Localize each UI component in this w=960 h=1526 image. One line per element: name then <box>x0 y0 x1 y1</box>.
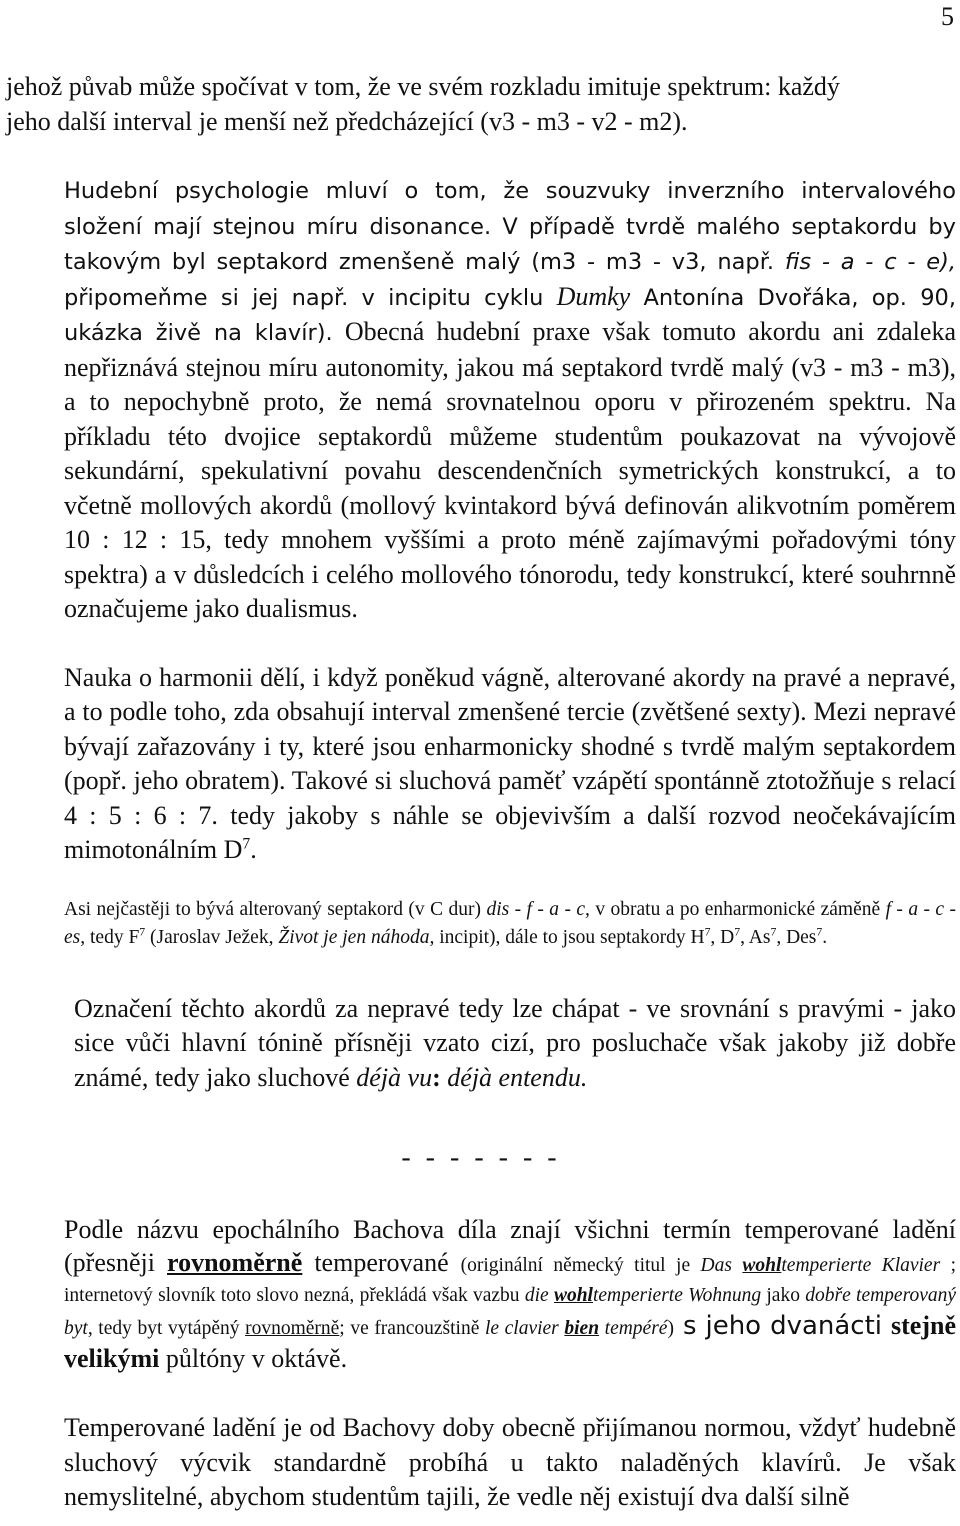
p4-a: Asi nejčastěji to bývá alterovaný septakord (v C dur) <box>64 898 487 920</box>
paragraph-6 <box>6 1215 956 1377</box>
p5-a: Označení těchto akordů za nepravé tedy lze chápat - ve srovnání s pravými - jako sice vůči hlavní tónině přísněji vzato cizí, pro posluchače však jakoby již dobře známé, tedy jako sluchové <box>74 993 956 1092</box>
p6-a: Podle názvu epochálního Bachova díla znají všichni termín temperované ladění (přesněji <box>64 1215 956 1277</box>
p6-rovnomerne: rovnoměrně <box>167 1248 303 1277</box>
p3-text: Nauka o harmonii dělí, i když poněkud vágně, alterované akordy na pravé a nepravé, a to podle toho, zda obsahují interval zmenšené tercie (zvětšené sexty). Mezi nepravé bývají zařazovány i ty, které jsou enharmonicky shodné s tvrdě malým septakordem (popř. jeho obratem). Takové si sluchová paměť vzápětí spontánně ztotožňuje s relací 4 : 5 : 6 : 7. tedy jakoby s náhle se objevivším a další rozvod neočekávajícím mimotonálním D <box>64 662 956 864</box>
p3-end: . <box>250 835 257 864</box>
paragraph-5 <box>6 992 956 1096</box>
p6-l: jako <box>761 1285 806 1306</box>
p4-e-sup: 7 <box>139 925 146 938</box>
p3-sup: 7 <box>242 835 251 853</box>
paragraph-3 <box>6 661 956 868</box>
p6-stejne-velikymi: stejně velikými <box>64 1311 956 1373</box>
p4-i-sup: 7 <box>734 925 741 938</box>
p6-t: ) <box>667 1318 674 1339</box>
p4-i: , D <box>710 926 735 948</box>
p6-s: tempéré <box>599 1318 668 1339</box>
p6-n: , tedy byt vytápěný <box>87 1318 246 1339</box>
p6-o: rovnoměrně <box>245 1318 340 1339</box>
paragraph-1 <box>6 70 956 139</box>
p2-chord-fis: fis - a - c - e), <box>784 249 956 275</box>
p5-deja-entendu: déjà entendu. <box>440 1062 588 1092</box>
p6-wohl-1: wohl <box>742 1255 782 1276</box>
paragraph-1-line-1: jehož půvab může spočívat v tom, že ve svém rozkladu imituje spektrum: každý <box>6 72 840 101</box>
p6-h: ; internetový slovník toto slovo nezná, překládá však vazbu <box>64 1255 957 1306</box>
p6-m: dobře temperovaný byt <box>64 1285 957 1339</box>
p4-k-sup: 7 <box>816 925 823 938</box>
p2-dumky: Dumky <box>556 281 631 311</box>
p6-p: ; ve francouzštině <box>339 1318 485 1339</box>
p4-e: tedy F <box>85 926 140 948</box>
paragraph-2 <box>6 173 956 627</box>
p2-text-f: Obecná hudební praxe však tomuto akordu ani zdaleka nepřiznává stejnou míru autonomity, jakou má septakord tvrdě malý (v3 - m3 - m3), a to nepochybně proto, že nemá srovnatelnou oporu v přirozeném spektru. Na příkladu této dvojice septakordů můžeme studentům poukazovat na vývojově sekundární, spekulativní povahu descendenčních symetrických konstrukcí, a to včetně mollových akordů (mollový kvintakord bývá definován alikvotním poměrem 10 : 12 : 15, tedy mnohem vyššími a proto méně zajímavými pořadovými tóny spektra) a v důsledcích i celého mollového tónorodu, tedy konstrukcí, které souhrnně označujeme jako dualismus. <box>64 317 956 623</box>
p5-colon: : <box>432 1062 441 1092</box>
paragraph-7 <box>6 1411 956 1515</box>
p4-l: . <box>822 926 828 948</box>
document-body <box>6 70 956 1515</box>
p5-deja-vu: déjà vu <box>356 1062 433 1092</box>
p6-q: le clavier <box>484 1318 565 1339</box>
p4-b: dis - f - a - c, <box>486 898 590 920</box>
paragraph-4 <box>6 896 956 952</box>
p4-g: Život je jen náhoda, <box>278 926 435 948</box>
section-separator: - - - - - - - <box>401 1142 561 1173</box>
p2-text-a: Hudební psychologie mluví o tom, že souzvuky inverzního intervalového složení mají stejnou míru disonance. V případě tvrdě malého septakordu by takovým byl septakord zmenšeně malý (m3 - m3 - v3, např. <box>64 178 956 275</box>
p4-f: (Jaroslav Ježek, <box>145 926 279 948</box>
p6-d: (originální německý titul je <box>460 1255 701 1276</box>
p6-c: temperované <box>302 1248 461 1277</box>
p7-text: Temperované ladění je od Bachovy doby obecně přijímanou normou, vždyť hudebně sluchový výcvik standardně probíhá u takto naladěných klavírů. Je však nemyslitelné, abychom studentům tajili, že vedle něj existují dva další silně <box>64 1413 956 1511</box>
p6-i: die <box>524 1285 554 1306</box>
p2-text-c: připomeňme si jej např. v incipitu cyklu <box>64 284 557 311</box>
page-number: 5 <box>941 2 954 31</box>
p6-g: temperierte Klavier <box>781 1255 941 1276</box>
p4-d: f - a - c - es, <box>64 898 956 948</box>
p6-e: Das <box>700 1255 743 1276</box>
p6-wohl-2: wohl <box>553 1285 593 1306</box>
p6-k: temperierte Wohnung <box>592 1285 762 1306</box>
p6-bien: bien <box>564 1318 600 1339</box>
p2-text-e: Antonína Dvořáka, op. 90, ukázka živě na klavír). <box>64 284 956 346</box>
p4-c: v obratu a po enharmonické záměně <box>589 898 886 920</box>
p4-k: , Des <box>776 926 817 948</box>
p4-j: , As <box>740 926 771 948</box>
paragraph-1-line-2: jeho další interval je menší než předcházející (v3 - m3 - v2 - m2). <box>6 106 688 136</box>
p4-h: incipit), dále to jsou septakordy H <box>434 926 705 948</box>
p6-u: s jeho dvanácti <box>673 1311 892 1341</box>
p6-w: půltóny v oktávě. <box>159 1344 348 1373</box>
p4-j-sup: 7 <box>770 925 777 938</box>
p4-h-sup: 7 <box>704 925 711 938</box>
